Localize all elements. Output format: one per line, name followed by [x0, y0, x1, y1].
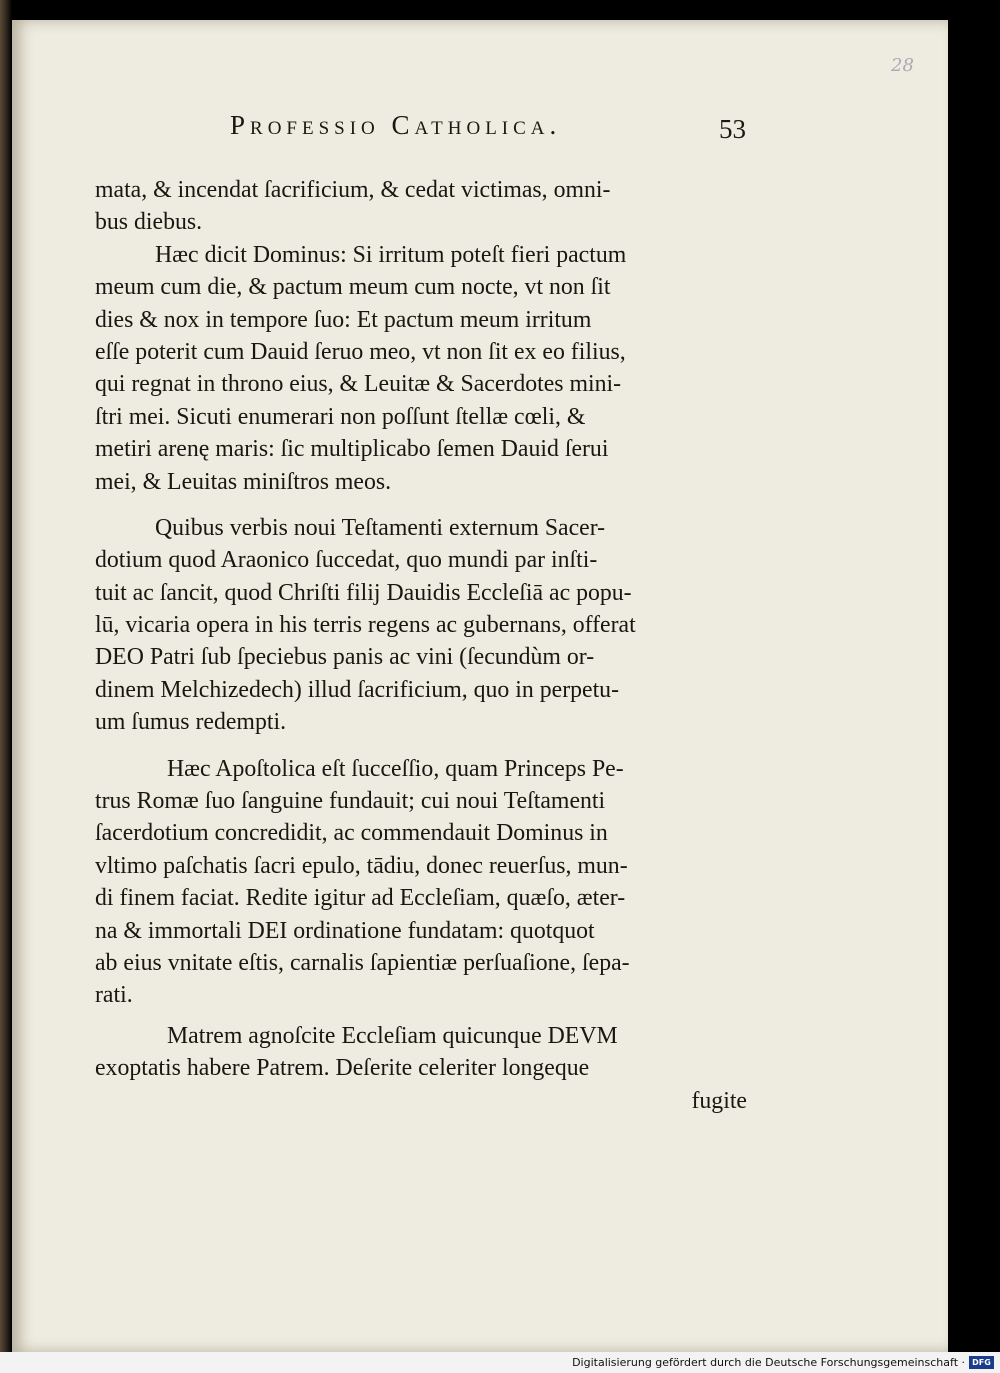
text-line: lū, vicaria opera in his terris regens ac gubernans, offerat	[95, 612, 636, 639]
text-line: qui regnat in throno eius, & Leuitæ & Sacerdotes mini-	[95, 371, 622, 398]
funding-credit: Digitalisierung gefördert durch die Deutsche Forschungsgemeinschaft ·	[572, 1356, 965, 1369]
text-line: trus Romæ ſuo ſanguine fundauit; cui noui Teſtamenti	[95, 788, 606, 815]
text-line: Hæc Apoſtolica eſt ſucceſſio, quam Princeps Pe-	[167, 755, 624, 782]
text-line: dinem Melchizedech) illud ſacrificium, quo in perpetu-	[95, 676, 620, 703]
pencil-folio-number: 28	[891, 55, 914, 76]
page-number: 53	[719, 114, 746, 144]
text-line: Hæc dicit Dominus: Si irritum poteſt fieri pactum	[155, 241, 627, 268]
text-line: eſſe poterit cum Dauid ſeruo meo, vt non ſit ex eo filius,	[95, 338, 626, 365]
dfg-logo-icon: DFG	[969, 1356, 994, 1369]
text-line: mata, & incendat ſacrificium, & cedat victimas, omni-	[95, 177, 611, 203]
text-line: mei, & Leuitas miniſtros meos.	[95, 468, 392, 495]
footer-bar	[0, 1352, 1000, 1373]
text-line: exoptatis habere Patrem. Deſerite celeriter longeque	[95, 1055, 590, 1082]
text-line: metiri arenę maris: ſic multiplicabo ſemen Dauid ſerui	[95, 436, 609, 463]
text-line: vltimo paſchatis ſacri epulo, tādiu, donec reuerſus, mun-	[95, 852, 628, 879]
text-line: um ſumus redempti.	[95, 709, 287, 736]
catchword: fugite	[691, 1087, 747, 1114]
text-line: di finem faciat. Redite igitur ad Eccleſiam, quæſo, æter-	[95, 885, 626, 912]
text-line: meum cum die, & pactum meum cum nocte, vt non ſit	[95, 274, 611, 301]
text-line: dies & nox in tempore ſuo: Et pactum meum irritum	[95, 306, 592, 333]
body-text	[95, 174, 747, 1117]
text-line: bus diebus.	[95, 209, 203, 236]
text-line: ab eius vnitate eſtis, carnalis ſapientiæ perſuaſione, ſepa-	[95, 949, 630, 976]
text-line: Quibus verbis noui Teſtamenti externum Sacer-	[155, 514, 606, 541]
text-line: ſacerdotium concredidit, ac commendauit Dominus in	[95, 820, 608, 847]
book-page	[12, 20, 948, 1352]
text-line: tuit ac ſancit, quod Chriſti filij Dauidis Eccleſiā ac popu-	[95, 579, 632, 606]
running-head: Professio Catholica.	[230, 110, 562, 140]
text-line: dotium quod Araonico ſuccedat, quo mundi par inſti-	[95, 547, 598, 574]
text-line: DEO Patri ſub ſpeciebus panis ac vini (ſecundùm or-	[95, 644, 595, 671]
text-line: ſtri mei. Sicuti enumerari non poſſunt ſtellæ cœli, &	[95, 403, 586, 430]
text-line: Matrem agnoſcite Eccleſiam quicunque DEVM	[167, 1022, 618, 1049]
text-line: na & immortali DEI ordinatione fundatam: quotquot	[95, 917, 595, 944]
scan-edge	[0, 0, 12, 1352]
text-line: rati.	[95, 982, 133, 1009]
